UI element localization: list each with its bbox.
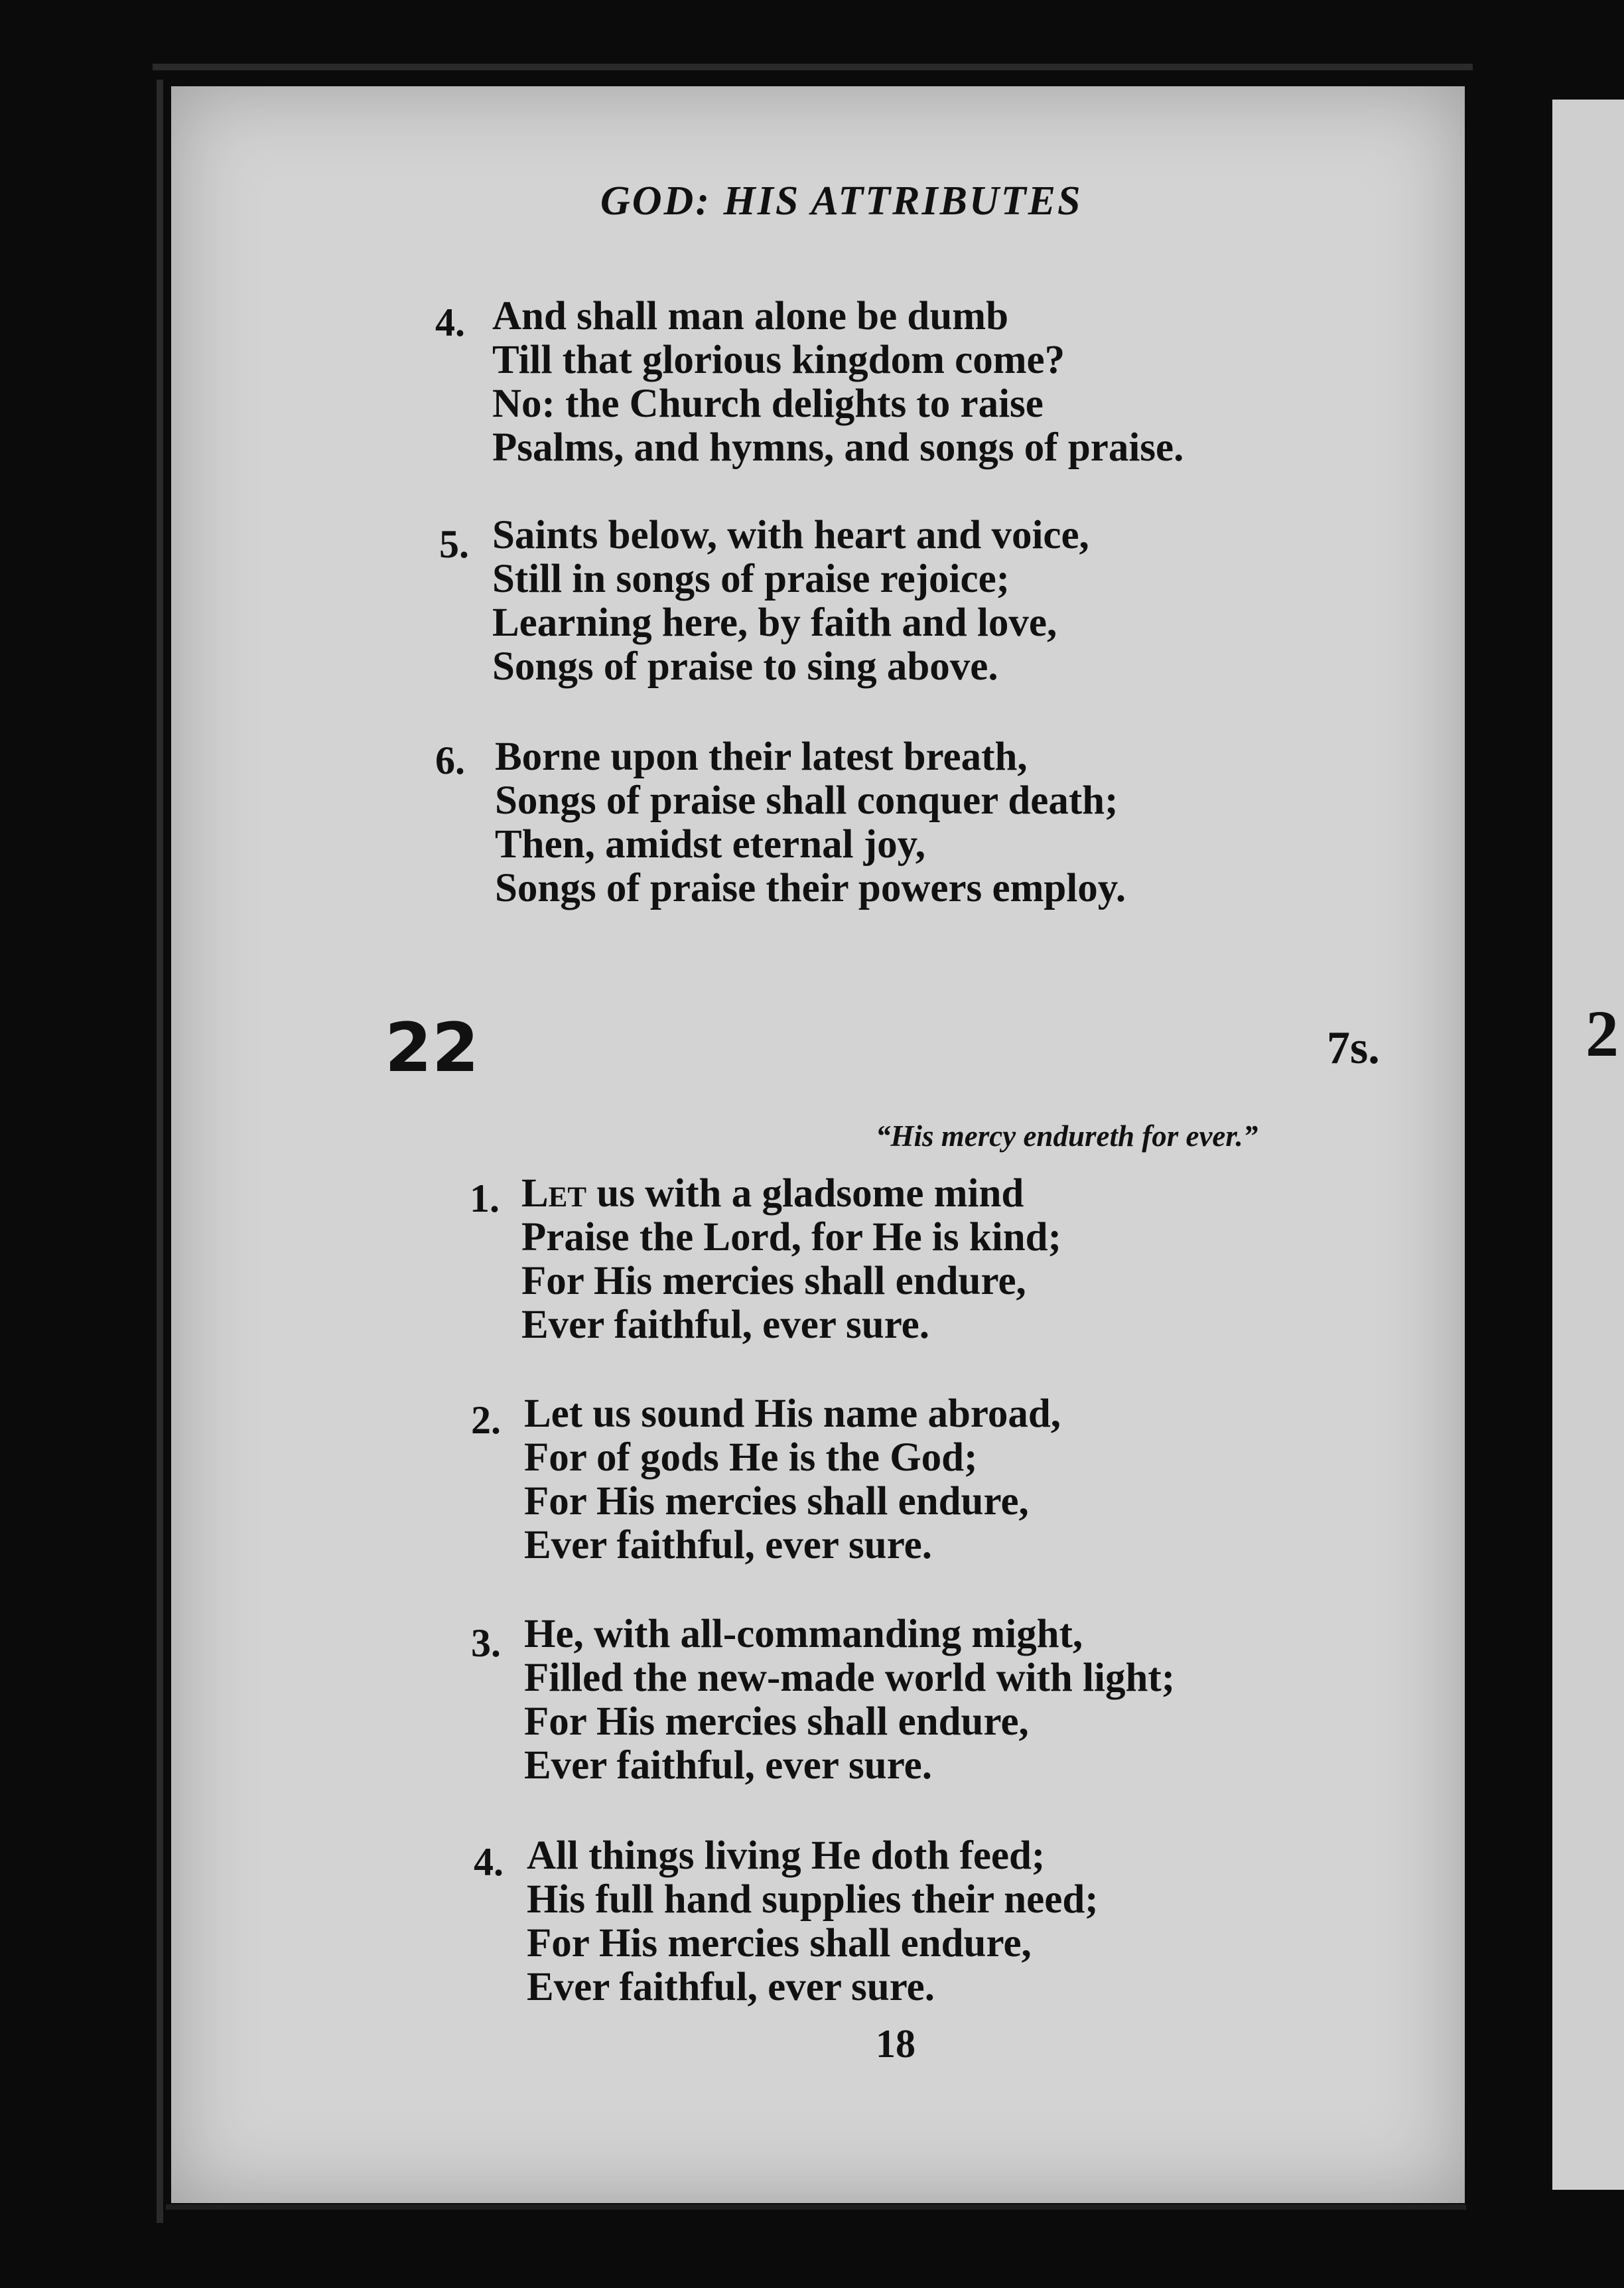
stanza-line: Songs of praise to sing above. [492,644,998,689]
left-binding-edge [157,80,163,2223]
stanza-number: 6. [435,739,465,782]
stanza-line: Praise the Lord, for He is kind; [521,1215,1061,1259]
stanza-number: 3. [471,1621,501,1665]
first-line-rest: us with a gladsome mind [596,1171,1024,1216]
stanza-line: Songs of praise their powers employ. [495,866,1126,910]
stanza-number: 5. [439,522,469,566]
stanza-number: 4. [435,301,465,344]
top-binding-edge [153,64,1473,70]
stanza-continued-5 [439,513,1089,689]
stanza-number: 4. [474,1840,504,1884]
hymn-number: 22 [385,1009,479,1088]
stanza-line: Ever faithful, ever sure. [524,1523,933,1567]
hymn-meter: 7s. [1327,1023,1380,1074]
stanza-line: For His mercies shall endure, [524,1479,1029,1524]
stanza-number: 2. [471,1398,501,1442]
stanza-line: Songs of praise shall conquer death; [495,778,1118,823]
page-number: 18 [876,2022,915,2066]
stanza-continued-4 [435,294,1184,470]
stanza-line: Filled the new-made world with light; [524,1656,1176,1700]
stanza-line: Psalms, and hymns, and songs of praise. [492,425,1184,470]
stanza-line: Then, amidst eternal joy, [495,822,925,867]
stanza-line: Till that glorious kingdom come? [492,338,1065,382]
hymn-stanza-1 [470,1171,1061,1347]
stanza-line: Saints below, with heart and voice, [492,513,1089,557]
hymn-epigraph: “His mercy endureth for ever.” [876,1119,1258,1153]
stanza-line: For His mercies shall endure, [524,1699,1029,1744]
first-word-small-caps: Let [521,1171,587,1216]
hymn-stanza-3 [471,1612,1176,1788]
stanza-number: 1. [470,1177,500,1220]
stanza-line: For His mercies shall endure, [527,1921,1032,1966]
stanza-line: Still in songs of praise rejoice; [492,557,1010,601]
adjacent-page-glyph: 2 [1586,997,1619,1070]
stanza-line: For His mercies shall endure, [521,1259,1026,1303]
stanza-line: For of gods He is the God; [524,1435,978,1480]
stanza-line: And shall man alone be dumb [492,294,1008,338]
stanza-line: His full hand supplies their need; [527,1877,1099,1922]
stanza-line: He, with all-commanding might, [524,1612,1083,1656]
running-head: GOD: HIS ATTRIBUTES [600,179,1083,224]
adjacent-page-edge [1552,100,1624,2190]
stanza-line: Ever faithful, ever sure. [521,1303,930,1347]
bottom-page-edge [166,2204,1466,2210]
stanza-line [521,1172,1061,1216]
hymn-stanza-4 [474,1833,1099,2009]
stanza-continued-6 [435,735,1126,910]
hymn-stanza-2 [471,1392,1061,1567]
stanza-line: Borne upon their latest breath, [495,735,1028,779]
stanza-line: Ever faithful, ever sure. [527,1965,935,2009]
stanza-line: Let us sound His name abroad, [524,1392,1061,1436]
stanza-line: Ever faithful, ever sure. [524,1743,933,1788]
stanza-line: No: the Church delights to raise [492,382,1044,426]
stanza-line: Learning here, by faith and love, [492,601,1057,645]
stanza-line: All things living He doth feed; [527,1833,1046,1878]
